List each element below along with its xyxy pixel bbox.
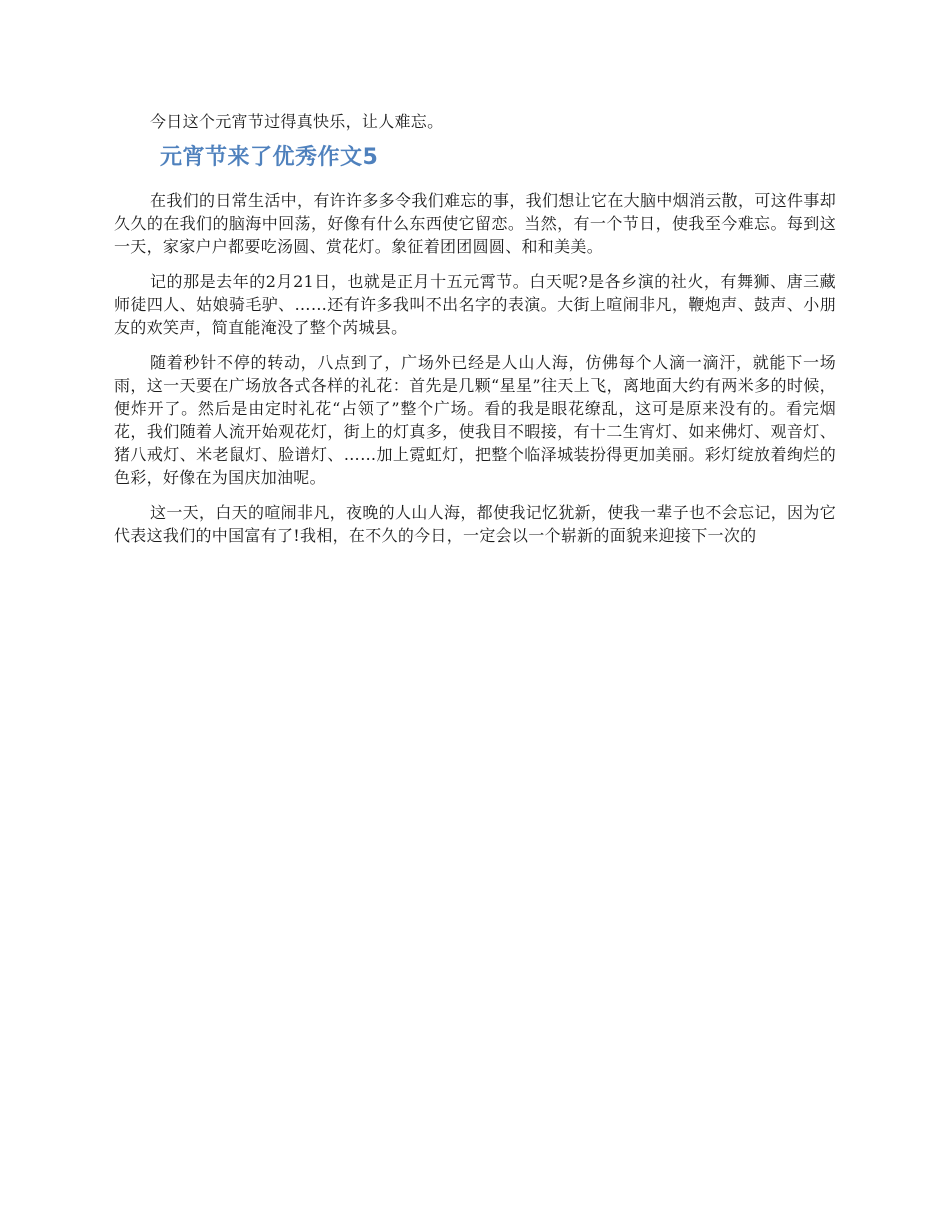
essay-heading: 元宵节来了优秀作文5	[160, 145, 379, 170]
body-paragraph-2: 记的那是去年的2月21日，也就是正月十五元霄节。白天呢?是各乡演的社火，有舞狮、唐三藏师徒四人、姑娘骑毛驴、……还有许多我叫不出名字的表演。大街上喧闹非凡，鞭炮声、鼓声、小朋友的欢笑声，简直能淹没了整个芮城县。	[114, 272, 836, 337]
intro-paragraph: 今日这个元宵节过得真快乐，让人难忘。	[150, 112, 444, 131]
body-paragraph-1: 在我们的日常生活中，有许许多多令我们难忘的事，我们想让它在大脑中烟消云散，可这件事却久久的在我们的脑海中回荡，好像有什么东西使它留恋。当然，有一个节日，使我至今难忘。每到这一天，家家户户都要吃汤圆、赏花灯。象征着团团圆圆、和和美美。	[114, 191, 836, 256]
body-paragraph-4: 这一天，白天的喧闹非凡，夜晚的人山人海，都使我记忆犹新，使我一辈子也不会忘记，因为它代表这我们的中国富有了!我相，在不久的今日，一定会以一个崭新的面貌来迎接下一次的	[114, 503, 836, 545]
document-body	[114, 110, 836, 559]
body-paragraph-3: 随着秒针不停的转动，八点到了，广场外已经是人山人海，仿佛每个人滴一滴汗，就能下一场雨，这一天要在广场放各式各样的礼花：首先是几颗“星星”往天上飞，离地面大约有两米多的时候，便炸开了。然后是由定时礼花“占领了”整个广场。看的我是眼花缭乱，这可是原来没有的。看完烟花，我们随着人流开始观花灯，街上的灯真多，使我目不暇接，有十二生宵灯、如来佛灯、观音灯、猪八戒灯、米老鼠灯、脸谱灯、……加上霓虹灯，把整个临泽城装扮得更加美丽。彩灯绽放着绚烂的色彩，好像在为国庆加油呢。	[114, 353, 836, 487]
